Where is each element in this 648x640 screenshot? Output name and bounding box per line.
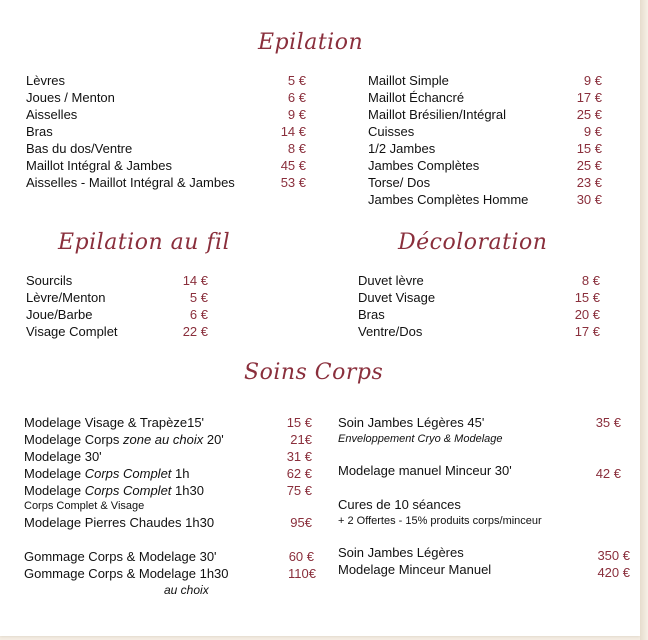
list-item (24, 431, 312, 448)
list-item (338, 414, 621, 431)
section-title-soins: Soins Corps (244, 360, 384, 385)
item-label: Maillot Échancré (368, 90, 465, 105)
item-label: Modelage manuel Minceur 30' (338, 463, 512, 478)
item-price: 14 € (280, 124, 306, 139)
item-price: 75 € (286, 483, 312, 498)
item-price: 110€ (288, 566, 316, 581)
item-price: 9 € (583, 73, 602, 88)
item-price: 9 € (583, 124, 602, 139)
item-label: Maillot Brésilien/Intégral (368, 107, 507, 122)
list-item (24, 414, 312, 431)
item-price: 8 € (581, 273, 600, 288)
item-price: 350 € (597, 548, 630, 563)
item-label: Modelage 30' (24, 449, 102, 464)
item-label: Lèvres (26, 73, 66, 88)
list-item (358, 323, 600, 340)
item-label: Joues / Menton (26, 90, 115, 105)
item-price: 5 € (189, 290, 208, 305)
item-label: Gommage Corps & Modelage 1h30 (24, 566, 229, 581)
item-price: 420 € (597, 565, 630, 580)
list-item (26, 89, 306, 106)
item-price: 31 € (286, 449, 312, 464)
list-item (368, 123, 602, 140)
item-price: 53 € (280, 175, 306, 190)
item-price: 15 € (576, 141, 602, 156)
list-item (26, 174, 306, 191)
list-item (338, 496, 621, 513)
item-price: 6 € (189, 307, 208, 322)
paper-edge (640, 0, 648, 640)
list-item (26, 157, 306, 174)
item-label: Maillot Intégral & Jambes (26, 158, 172, 173)
item-price: 21€ (290, 432, 312, 447)
item-price: 23 € (576, 175, 602, 190)
list-item (368, 72, 602, 89)
list-item (26, 123, 306, 140)
list-item (338, 462, 621, 479)
list-item (338, 544, 630, 561)
item-label: Maillot Simple (368, 73, 449, 88)
list-item (368, 106, 602, 123)
item-label: Duvet lèvre (358, 273, 424, 288)
list-item (24, 482, 312, 499)
item-price: 17 € (576, 90, 602, 105)
item-label (24, 465, 190, 482)
item-label: Modelage Minceur Manuel (338, 562, 492, 577)
item-price: 62 € (286, 466, 312, 481)
item-label: Bas du dos/Ventre (26, 141, 133, 156)
item-label: Joue/Barbe (26, 307, 93, 322)
item-label: Modelage Visage & Trapèze15' (24, 415, 205, 430)
list-item (358, 289, 600, 306)
item-price: 45 € (280, 158, 306, 173)
list-item (368, 140, 602, 157)
item-price: 35 € (595, 415, 621, 430)
item-label: Duvet Visage (358, 290, 436, 305)
item-label: Jambes Complètes (368, 158, 480, 173)
item-note: Corps Complet & Visage (24, 500, 145, 512)
section-title-fil: Epilation au fil (58, 230, 231, 255)
item-price: 20 € (574, 307, 600, 322)
item-label: Ventre/Dos (358, 324, 423, 339)
item-label: Sourcils (26, 273, 73, 288)
list-item (24, 514, 312, 531)
item-label: Torse/ Dos (368, 175, 431, 190)
list-item (338, 561, 630, 578)
item-label: Bras (26, 124, 53, 139)
item-label-italic: zone au choix (123, 432, 204, 447)
item-price: 60 € (288, 549, 314, 564)
item-label: Lèvre/Menton (26, 290, 106, 305)
item-price: 15 € (286, 415, 312, 430)
item-price: 30 € (576, 192, 602, 207)
item-price: 42 € (595, 466, 621, 481)
item-label: Modelage Pierres Chaudes 1h30 (24, 515, 215, 530)
item-label-end: 20' (203, 432, 224, 447)
item-label-italic: Corps Complet (84, 483, 172, 498)
item-price: 14 € (182, 273, 208, 288)
item-label: 1/2 Jambes (368, 141, 436, 156)
item-label: Gommage Corps & Modelage 30' (24, 549, 217, 564)
item-label: Soin Jambes Légères (338, 545, 464, 560)
item-note: Enveloppement Cryo & Modelage (338, 433, 503, 445)
item-label: Visage Complet (26, 324, 118, 339)
item-label: Soin Jambes Légères 45' (338, 415, 485, 430)
list-item (26, 72, 306, 89)
list-item (368, 157, 602, 174)
section-title-epilation: Epilation (258, 30, 364, 55)
list-item (26, 106, 306, 123)
item-price: 8 € (287, 141, 306, 156)
item-label (24, 431, 224, 448)
list-item (26, 140, 306, 157)
list-item (358, 306, 600, 323)
list-item (26, 323, 208, 340)
item-price: 5 € (287, 73, 306, 88)
item-note: au choix (164, 583, 209, 597)
item-label-start: Modelage Corps (24, 432, 123, 447)
list-item (368, 89, 602, 106)
list-item (24, 465, 312, 482)
item-price: 25 € (576, 158, 602, 173)
list-item (26, 306, 208, 323)
list-item (368, 191, 602, 208)
list-item (358, 272, 600, 289)
item-label: Aisselles (26, 107, 78, 122)
item-label-start: Modelage (24, 466, 85, 481)
item-label (24, 482, 204, 499)
item-note: + 2 Offertes - 15% produits corps/minceur (338, 515, 542, 527)
item-label: Cuisses (368, 124, 415, 139)
item-label-start: Modelage (24, 483, 85, 498)
list-item (24, 448, 312, 465)
list-item (368, 174, 602, 191)
item-label-end: 1h (171, 466, 190, 481)
list-item (24, 565, 316, 582)
item-price: 9 € (287, 107, 306, 122)
list-item (26, 272, 208, 289)
item-price: 25 € (576, 107, 602, 122)
item-label: Aisselles - Maillot Intégral & Jambes (26, 175, 235, 190)
item-price: 6 € (287, 90, 306, 105)
list-item (24, 548, 314, 565)
item-price: 17 € (574, 324, 600, 339)
item-label: Bras (358, 307, 385, 322)
item-price: 22 € (182, 324, 208, 339)
item-label-end: 1h30 (171, 483, 204, 498)
item-price: 95€ (290, 515, 312, 530)
item-label: Cures de 10 séances (338, 497, 461, 512)
item-label: Jambes Complètes Homme (368, 192, 529, 207)
item-label-italic: Corps Complet (84, 466, 172, 481)
section-title-decoloration: Décoloration (398, 230, 548, 255)
list-item (26, 289, 208, 306)
item-price: 15 € (574, 290, 600, 305)
